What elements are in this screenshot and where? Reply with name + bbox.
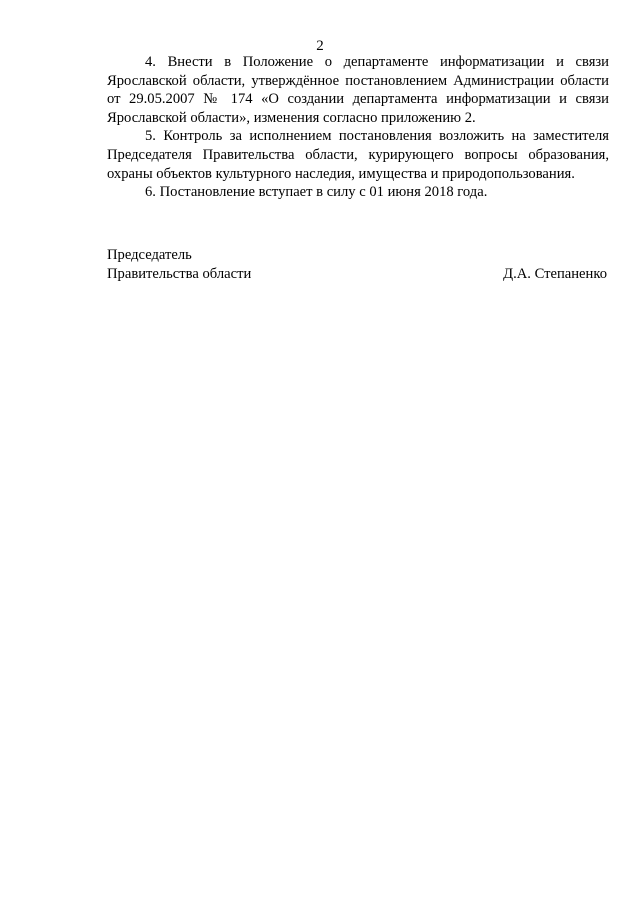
paragraph-6: 6. Постановление вступает в силу с 01 июня 2018 года. — [145, 184, 488, 201]
document-body — [107, 53, 609, 202]
signature-title-line-2 — [107, 265, 609, 284]
page-number: 2 — [316, 38, 324, 54]
paragraph-5: 5. Контроль за исполнением постановления возложить на заместителя Председателя Правительства области, курирующего вопросы образования, охраны объектов культурного наследия, имущества и природопользования. — [107, 128, 609, 182]
signatory-title-1: Председатель — [107, 247, 192, 263]
paragraph-4: 4. Внести в Положение о департаменте информатизации и связи Ярославской области, утверждённое постановлением Администрации области от 29.05.2007 № 174 «О создании департамента информатизации и связи Ярославской области», изменения согласно приложению 2. — [107, 54, 609, 126]
signatory-name: Д.А. Степаненко — [503, 265, 607, 282]
signature-block — [107, 246, 609, 283]
signatory-title-2: Правительства области — [107, 265, 252, 282]
signature-title-line-1 — [107, 246, 609, 265]
